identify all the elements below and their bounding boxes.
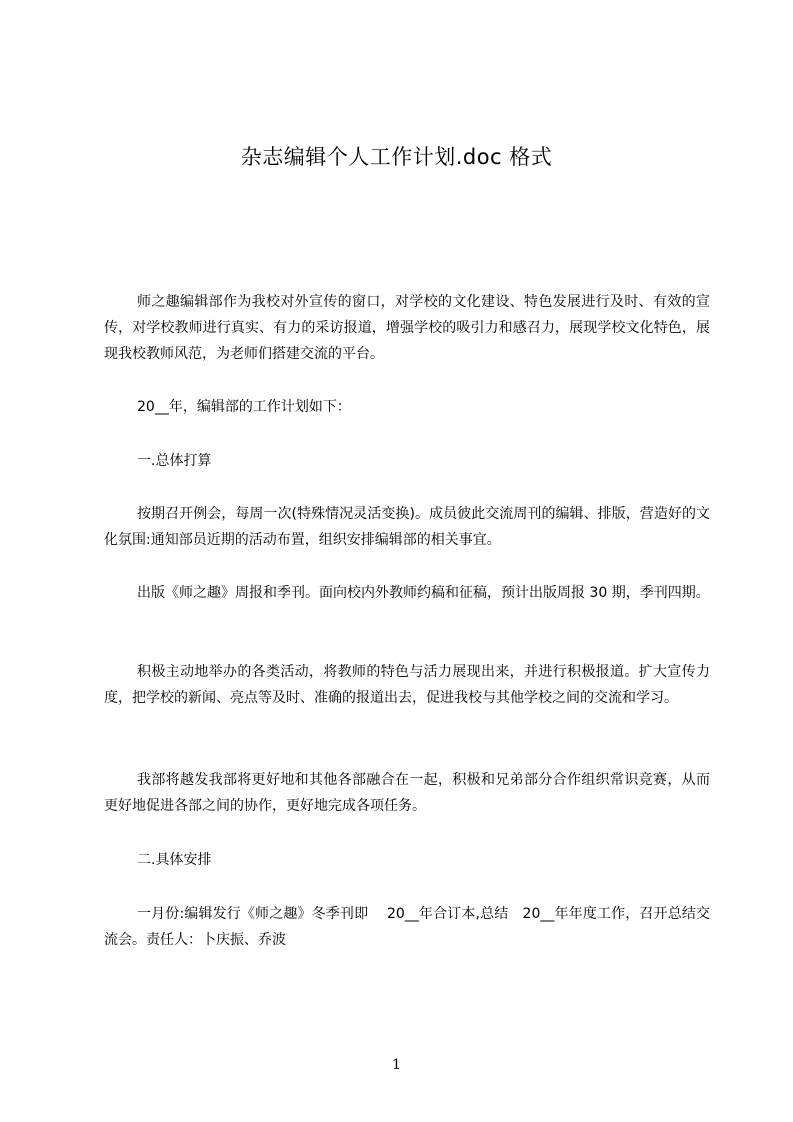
section-heading: 一.总体打算 <box>137 453 212 469</box>
paragraph-plan-intro <box>104 394 710 420</box>
section-heading-details <box>104 847 710 873</box>
paragraph-text: 积极主动地举办的各类活动，将教师的特色与活力展现出来，并进行积极报道。扩大宣传力度，把学校的新闻、亮点等及时、准确的报道出去，促进我校与其他学校之间的交流和学习。 <box>104 664 710 706</box>
section-heading-overall <box>104 448 710 474</box>
page-number: 1 <box>392 1057 401 1073</box>
paragraph-text: 我部将越发我部将更好地和其他各部融合在一起，积极和兄弟部分合作组织常识竞赛，从而更好地促进各部之间的协作，更好地完成各项任务。 <box>104 772 710 814</box>
paragraph-january <box>104 901 710 953</box>
paragraph-meetings <box>104 501 710 553</box>
paragraph-text: 按期召开例会，每周一次(特殊情况灵活变换)。成员彼此交流周刊的编辑、排版，营造好的文化氛围:通知部员近期的活动布置，组织安排编辑部的相关事宜。 <box>104 506 710 548</box>
paragraph-text: 师之趣编辑部作为我校对外宣传的窗口，对学校的文化建设、特色发展进行及时、有效的宣传，对学校教师进行真实、有力的采访报道，增强学校的吸引力和感召力，展现学校文化特色，展现我校教师风范，为老师们搭建交流的平台。 <box>104 294 710 362</box>
paragraph-publishing <box>104 580 710 606</box>
document-title: 杂志编辑个人工作计划.doc 格式 <box>240 145 553 169</box>
section-heading: 二.具体安排 <box>137 852 212 868</box>
paragraph-text: 出版《师之趣》周报和季刊。面向校内外教师约稿和征稿，预计出版周报 30 期，季刊四期。 <box>137 585 710 601</box>
paragraph-intro <box>104 289 710 367</box>
paragraph-text: 一月份:编辑发行《师之趣》冬季刊即 20__年合订本,总结 20__年年度工作，召开总结交流会。责任人：卜庆振、乔波 <box>104 906 710 948</box>
paragraph-activities <box>104 659 710 711</box>
paragraph-cooperation <box>104 767 710 819</box>
paragraph-text: 20__年，编辑部的工作计划如下： <box>137 399 351 415</box>
